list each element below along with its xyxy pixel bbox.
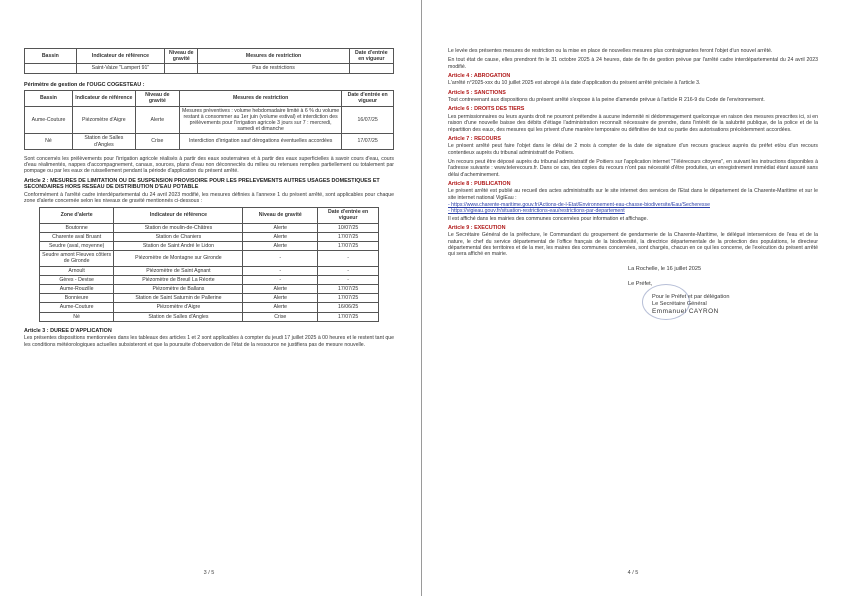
- place-date: La Rochelle, le 16 juillet 2025: [628, 265, 702, 272]
- table-cell: -: [318, 251, 379, 266]
- table-header-cell: Indicateur de référence: [114, 208, 243, 223]
- article-4-text: L'arrêté n°2025-xxx du 10 juillet 2025 est abrogé à la date d'application du présent arrêté précisée à l'article 3.: [448, 80, 701, 87]
- table-row: [39, 266, 378, 275]
- table-cell: Pas de restrictions: [198, 64, 349, 73]
- publication-link-1[interactable]: - https://www.charente-maritime.gouv.fr/Actions-de-l-Etat/Environnement-eau-chasse-biodiversite/Eau/Secheresse: [448, 201, 710, 208]
- table-cell: Aume-Couture: [25, 106, 73, 134]
- table-row: [39, 285, 378, 294]
- table-header-cell: Bassin: [25, 91, 73, 106]
- table-cell: 17/07/25: [318, 294, 379, 303]
- table-row: [39, 303, 378, 312]
- table-cell: -: [243, 275, 318, 284]
- restriction-table-top: [24, 48, 394, 74]
- table-row: [39, 232, 378, 241]
- table-cell: Alerte: [243, 242, 318, 251]
- table-header-cell: Niveau de gravité: [135, 91, 179, 106]
- article-5-title: Article 5 : SANCTIONS: [448, 89, 506, 96]
- table-cell: Station de Salles d'Angles: [72, 134, 135, 149]
- table-cell: Bonnieure: [39, 294, 114, 303]
- table-header-cell: Indicateur de référence: [72, 91, 135, 106]
- table-header-cell: Niveau de gravité: [243, 208, 318, 223]
- table-header-row: [25, 91, 394, 106]
- article-2-title: Article 2 : MESURES DE LIMITATION OU DE SUSPENSION PROVISOIRE POUR LES PRELEVEMENTS AUTRES USAGES DOMESTIQUES ET SECONDAIRES HORS RESEAU DE DISTRIBUTION D'EAU POTABLE: [24, 177, 380, 191]
- table-cell: Charente aval Bruant: [39, 232, 114, 241]
- irrigation-paragraph: Sont concernés les prélèvements pour l'irrigation agricole réalisés à partir des eaux souterraines et à partir des eaux superficielles à savoir cours d'eau, cours d'eau réalimentés, nappes d'accompagnement, canaux, sources, plans d'eau non déconnectés du milieu ou retenues remplies partiellement ou totalement par pompage ou par les eaux de ruissellement pendant la période d'application du présent arrêté.: [24, 155, 394, 175]
- table-header-cell: Date d'entrée en vigueur: [349, 49, 393, 64]
- table-header-row: [39, 208, 378, 223]
- alert-zones-table: [39, 207, 379, 322]
- intro-text: Le levée des présentes mesures de restriction ou la mise en place de nouvelles mesures plus contraignantes feront l'objet d'un nouvel arrêté.: [448, 48, 773, 54]
- table-cell: Crise: [243, 312, 318, 321]
- table-cell: Aume-Couture: [39, 303, 114, 312]
- signatory-role: Le Préfet,: [628, 280, 653, 287]
- table-cell: Alerte: [243, 223, 318, 232]
- table-cell: [25, 64, 77, 73]
- table-cell: Interdiction d'irrigation sauf dérogations éventuelles accordées: [179, 134, 341, 149]
- table-cell: Station de moulin-de-Châtres: [114, 223, 243, 232]
- article-8-text: Le présent arrêté est publié au recueil des actes administratifs sur le site internet des services de l'Etat dans le département de la Charente-Maritime et sur le site internet national VigiEau :: [448, 188, 818, 201]
- table-cell: -: [243, 251, 318, 266]
- table-cell: 17/07/25: [318, 232, 379, 241]
- table-cell: Piézomètre de Breuil La Réorte: [114, 275, 243, 284]
- table-header-cell: Niveau de gravité: [165, 49, 198, 64]
- table-row: [39, 312, 378, 321]
- table-cell: Station de Saint André le Lidon: [114, 242, 243, 251]
- table-cell: Crise: [135, 134, 179, 149]
- signature-block: [628, 266, 818, 315]
- table-row: [39, 275, 378, 284]
- table-cell: [349, 64, 393, 73]
- article-7-text: Le présent arrêté peut faire l'objet dans le délai de 2 mois à compter de la date de signature d'un recours gracieux auprès du préfet et/ou d'un recours contentieux auprès du tribunal administratif de Poitiers.: [448, 143, 818, 156]
- table-cell: 17/07/25: [318, 285, 379, 294]
- table-cell: Né: [25, 134, 73, 149]
- article-6-title: Article 6 : DROITS DES TIERS: [448, 106, 525, 113]
- signatory-name: Emmanuel CAYRON: [652, 307, 719, 315]
- table-cell: Piézomètre d'Aigre: [114, 303, 243, 312]
- article-3-title: Article 3 : DUREE D'APPLICATION: [24, 327, 112, 334]
- article-8-text-2: Il est affiché dans les mairies des communes concernées pour information et affichage.: [448, 215, 648, 222]
- article-9-text: Le Secrétaire Général de la préfecture, le Commandant du groupement de gendarmerie de la Charente-Maritime, le délégué interservices de l'eau et de la nature, le chef du service départemental de l'office français de la biodiversité, la directrice départementale de la protection des populations, le directeur départemental des territoires et de la mer, les maires des communes concernées, sont chargés, chacun en ce qui les concerne, de l'exécution du présent arrêté qui sera affiché en mairie.: [448, 232, 818, 258]
- table-cell: Alerte: [243, 303, 318, 312]
- table-cell: Saint-Vaize "Lampert 91": [76, 64, 165, 73]
- table-cell: Aume-Rouzille: [39, 285, 114, 294]
- table-cell: -: [318, 275, 379, 284]
- page-number: 3 / 5: [203, 570, 215, 576]
- table-header-cell: Bassin: [25, 49, 77, 64]
- table-cell: Né: [39, 312, 114, 321]
- table-header-row: [25, 49, 394, 64]
- table-cell: 17/07/25: [318, 312, 379, 321]
- page-4: [448, 12, 818, 584]
- article-2-text: Conformément à l'arrêté cadre interdépartemental du 24 avril 2023 modifié, les mesures définies à l'annexe 1 du présent arrêté, sont applicables pour chaque zone d'alerte concernée selon les niveaux de gravité mentionnés ci-dessous :: [24, 191, 394, 204]
- table-cell: -: [318, 266, 379, 275]
- article-9-title: Article 9 : EXECUTION: [448, 224, 506, 231]
- table-cell: 10/07/25: [318, 223, 379, 232]
- article-4-title: Article 4 : ABROGATION: [448, 72, 511, 79]
- table-cell: Seudre amont Fleuves côtiers de Gironde: [39, 251, 114, 266]
- page-number: 4 / 5: [627, 570, 639, 576]
- table-header-cell: Zone d'alerte: [39, 208, 114, 223]
- page-fold-divider: [421, 0, 422, 596]
- table-header-cell: Date d'entrée en vigueur: [342, 91, 394, 106]
- article-6-text: Les permissionnaires ou leurs ayants droit ne pourront prétendre à aucune indemnité ni dédommagement quelconque en raison des mesures prescrites ici, si en raison d'une nouvelle baisse des débits d'étiage l'administration reconnaît nécessaire de prendre, dans l'intérêt de la salubrité publique, de la police et de la répartition des eaux, des mesures qui les privent d'une manière temporaire ou définitive de tout ou partie des autorisations précédemment accordées.: [448, 113, 818, 133]
- article-3-text: Les présentes dispositions mentionnées dans les tableaux des articles 1 et 2 sont applicables à compter du jeudi 17 juillet 2025 à 00 heures et le restent tant que les conditions météorologiques actuelles subsisteront et que la poursuite d'observation de l'état de la ressource ne justifiera pas de mesure nouvelle.: [24, 335, 394, 348]
- table-row: [25, 64, 394, 73]
- table-cell: Piézomètre de Saint Agnant: [114, 266, 243, 275]
- table-cell: Alerte: [243, 232, 318, 241]
- table-row: [25, 106, 394, 134]
- restriction-table-ougc: [24, 90, 394, 150]
- table-header-cell: Mesures de restriction: [198, 49, 349, 64]
- table-cell: Station de Saint Saturnin de Pallerine: [114, 294, 243, 303]
- signature-mark: [642, 284, 690, 320]
- perimeter-heading: Périmètre de gestion de l'OUGC COGESTEAU :: [24, 81, 145, 88]
- table-row: [39, 294, 378, 303]
- table-cell: Station de Chaniers: [114, 232, 243, 241]
- table-cell: [165, 64, 198, 73]
- table-row: [39, 242, 378, 251]
- table-header-cell: Indicateur de référence: [76, 49, 165, 64]
- table-cell: Arnoult: [39, 266, 114, 275]
- table-cell: -: [243, 266, 318, 275]
- page-3: [24, 12, 394, 584]
- table-header-cell: Mesures de restriction: [179, 91, 341, 106]
- publication-link-2[interactable]: - https://vigieau.gouv.fr/situation-restrictions-eau/restrictions-par-departement: [448, 208, 625, 215]
- table-cell: Alerte: [135, 106, 179, 134]
- table-cell: Alerte: [243, 294, 318, 303]
- table-cell: Piézomètre de Ballans: [114, 285, 243, 294]
- table-cell: Piézomètre de Montagne sur Gironde: [114, 251, 243, 266]
- signatory-line: Le Secrétaire Général: [652, 300, 707, 307]
- intro-text-2: En tout état de cause, elles prendront fin le 31 octobre 2025 à 24 heures, date de fin de gestion prévue par l'arrêté cadre interdépartemental du 24 avril 2023 modifié.: [448, 57, 818, 70]
- table-header-cell: Date d'entrée en vigueur: [318, 208, 379, 223]
- table-cell: Gères - Devise: [39, 275, 114, 284]
- table-cell: 17/07/25: [342, 134, 394, 149]
- article-5-text: Tout contrevenant aux dispositions du présent arrêté s'expose à la peine d'amende prévue à l'article R 216-9 du Code de l'environnement.: [448, 97, 765, 104]
- table-cell: Mesures préventives : volume hebdomadaire limité à 6 % du volume restant à consommer au 1er juin (volume estival) et interdiction des prélèvements pour l'irrigation agricole 3 jours sur 7 : mercredi, samedi et dimanche: [179, 106, 341, 134]
- table-row: [39, 223, 378, 232]
- article-8-title: Article 8 : PUBLICATION: [448, 180, 511, 187]
- signatory-line: Pour le Préfet et par délégation: [652, 293, 730, 300]
- table-cell: Seudre (aval, moyenne): [39, 242, 114, 251]
- table-cell: 16/07/25: [342, 106, 394, 134]
- table-cell: Alerte: [243, 285, 318, 294]
- table-cell: 16/06/25: [318, 303, 379, 312]
- table-cell: 17/07/25: [318, 242, 379, 251]
- table-row: [39, 251, 378, 266]
- table-cell: Station de Salles d'Angles: [114, 312, 243, 321]
- table-row: [25, 134, 394, 149]
- table-cell: Piézomètre d'Aigre: [72, 106, 135, 134]
- article-7-title: Article 7 : RECOURS: [448, 135, 502, 142]
- table-cell: Boutonne: [39, 223, 114, 232]
- article-7-text-2: Un recours peut être déposé auprès du tribunal administratif de Poitiers sur l'application internet "Télérecours citoyens", en suivant les instructions disponibles à l'adresse suivante : www.telerecours.fr. Dans ce cas, des copies du recours n'ont pas nécessité d'être produites, un enregistrement immédiat étant assuré sans délai d'acheminement.: [448, 158, 818, 178]
